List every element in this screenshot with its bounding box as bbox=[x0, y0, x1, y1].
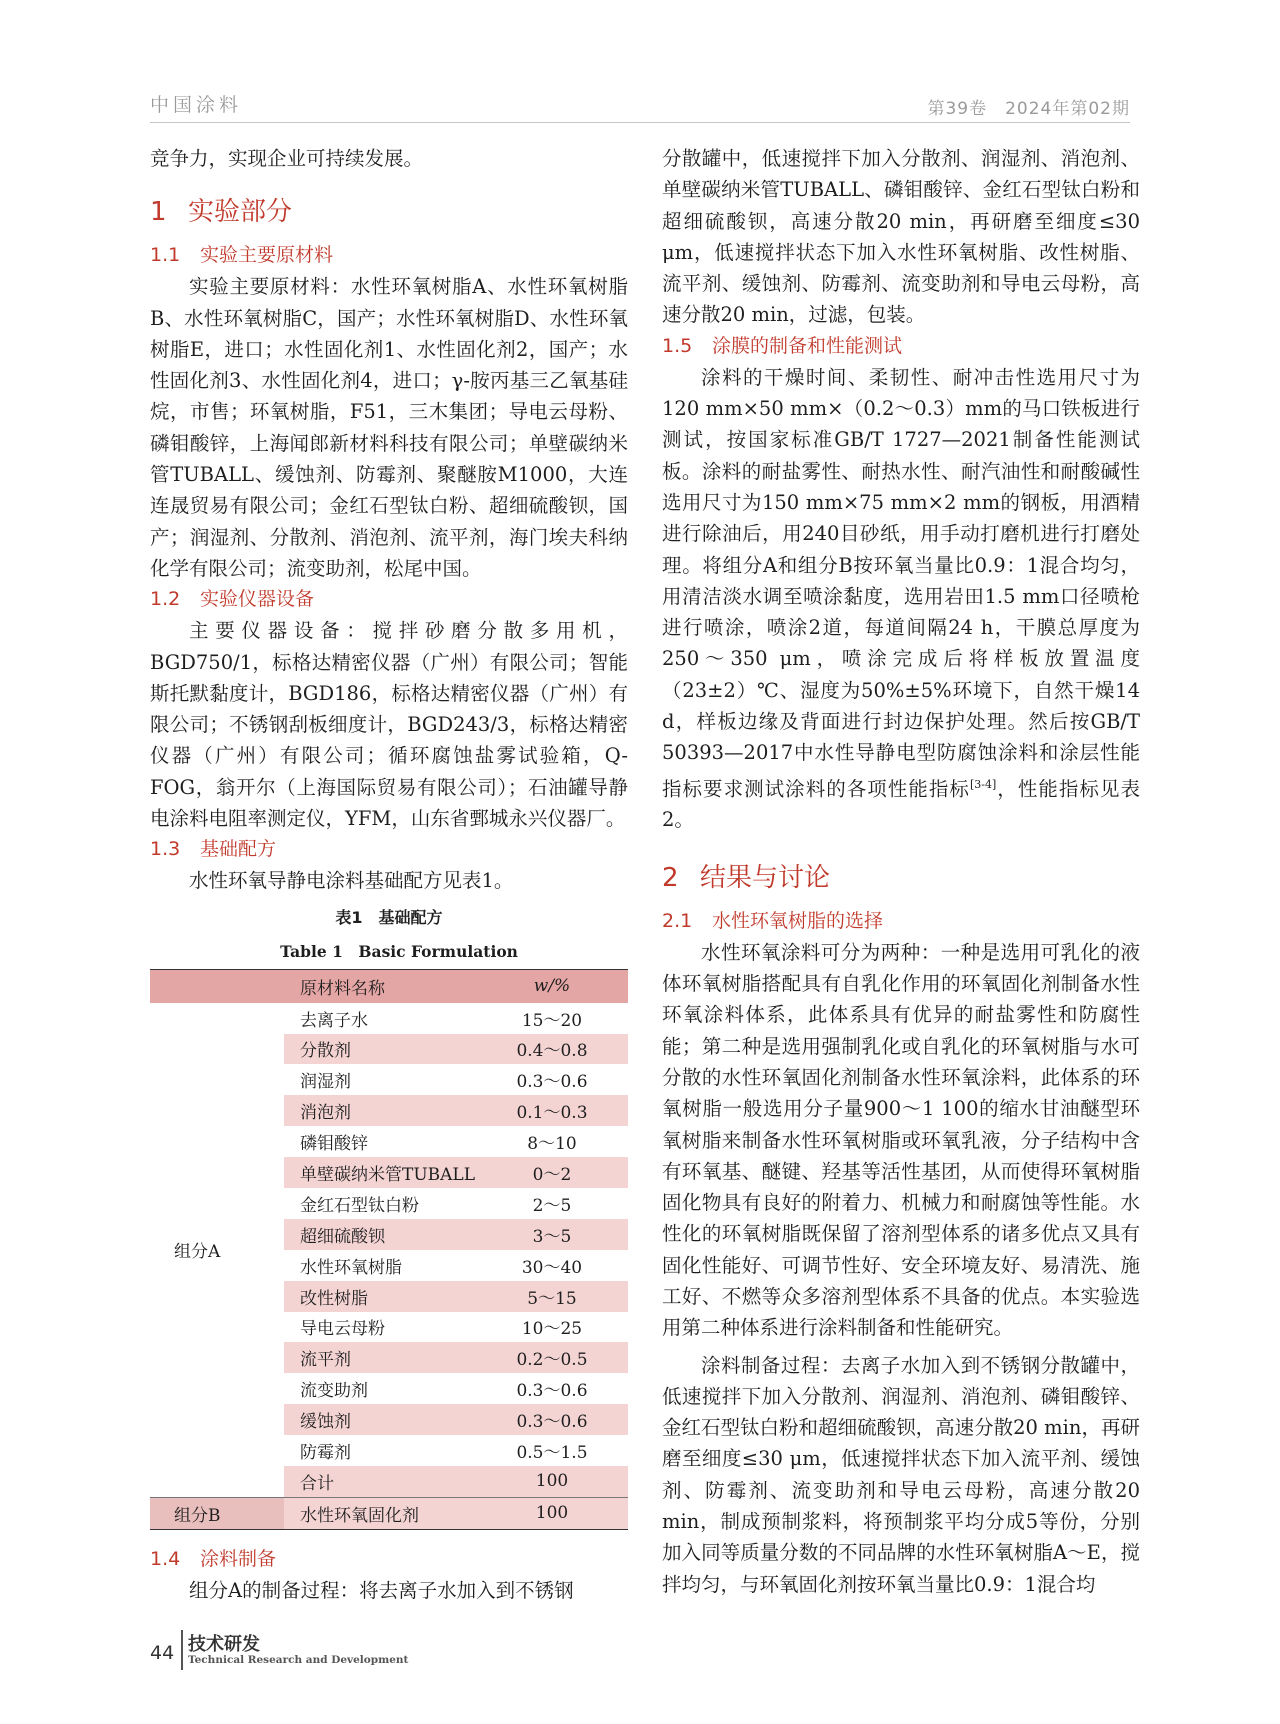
table-row-group-b bbox=[150, 1497, 628, 1529]
material-name: 合计 bbox=[284, 1466, 476, 1497]
material-value: 30～40 bbox=[521, 1257, 583, 1278]
subsection-number: 1.3 bbox=[150, 838, 181, 861]
subsection-title: 实验主要原材料 bbox=[200, 244, 334, 267]
subsection-1-1-heading bbox=[150, 240, 628, 271]
subsection-title: 基础配方 bbox=[200, 838, 277, 861]
group-b-label: 组分B bbox=[150, 1497, 284, 1529]
section-1-heading bbox=[150, 192, 628, 232]
material-value: 0.3～0.6 bbox=[516, 1072, 588, 1093]
table-row bbox=[150, 1003, 628, 1034]
formulation-table bbox=[150, 969, 628, 1530]
testing-text: 涂料的干燥时间、柔韧性、耐冲击性选用尺寸为120 mm×50 mm×（0.2～0.3）mm的马口铁板进行测试，按国家标准GB/T 1727—2021制备性能测试板。涂料的耐盐雾性、耐热水性、耐汽油性和耐酸碱性选用尺寸为150 mm×75 mm×2 mm的钢板，用酒精进行除油后，用240目砂纸，用手动打磨机进行打磨处理。将组分A和组分B按环氧当量比0.9：1混合均匀，用清洁淡水调至喷涂黏度，选用岩田1.5 mm口径喷枪进行喷涂，喷涂2道，每道间隔24 h，干膜总厚度为250～350 μm，喷涂完成后将样板放置温度（23±2）℃、湿度为50%±5%环境下，自然干燥14 d，样板边缘及背面进行封边保护处理。然后按GB/T 50393—2017中水性导静电型防腐蚀涂料和涂层性能指标要求测试涂料的各项性能指标 bbox=[662, 365, 1140, 801]
material-value: 10～25 bbox=[521, 1319, 583, 1340]
testing-text-end: ，性能指标见表2。 bbox=[662, 777, 1140, 832]
footer-divider bbox=[181, 1630, 183, 1670]
header-rule bbox=[150, 122, 1130, 123]
subsection-number: 1.4 bbox=[150, 1547, 181, 1570]
subsection-number: 1.5 bbox=[662, 334, 693, 357]
subsection-number: 1.2 bbox=[150, 588, 181, 611]
column-header-value: w/% bbox=[476, 969, 628, 1003]
subsection-1-2-heading bbox=[150, 584, 628, 615]
subsection-number: 1.1 bbox=[150, 244, 181, 267]
material-name: 水性环氧固化剂 bbox=[284, 1497, 476, 1529]
paragraph-intro-end: 竞争力，实现企业可持续发展。 bbox=[150, 147, 424, 170]
footer-section-cn: 技术研发 bbox=[188, 1634, 260, 1655]
material-name: 分散剂 bbox=[284, 1034, 476, 1065]
material-value: 0.2～0.5 bbox=[476, 1342, 628, 1373]
material-value: 8～10 bbox=[527, 1134, 577, 1155]
paragraph-materials: 实验主要原材料：水性环氧树脂A、水性环氧树脂B、水性环氧树脂C，国产；水性环氧树脂D、水性环氧树脂E，进口；水性固化剂1、水性固化剂2，国产；水性固化剂3、水性固化剂4，进口；γ-胺丙基三乙氧基硅烷，市售；环氧树脂，F51，三木集团；导电云母粉、磷钼酸锌，上海闻郎新材料科技有限公司；单壁碳纳米管TUBALL、缓蚀剂、防霉剂、聚醚胺M1000，大连连晟贸易有限公司；金红石型钛白粉、超细硫酸钡，国产；润湿剂、分散剂、消泡剂、流平剂，海门埃夫科纳化学有限公司；流变助剂，松尾中国。 bbox=[150, 275, 628, 580]
material-name: 防霉剂 bbox=[300, 1443, 351, 1464]
material-value: 3～5 bbox=[476, 1219, 628, 1250]
material-value: 5～15 bbox=[476, 1281, 628, 1312]
material-name: 磷钼酸锌 bbox=[300, 1134, 368, 1155]
page-number: 44 bbox=[150, 1642, 175, 1664]
paragraph-process: 涂料制备过程：去离子水加入到不锈钢分散罐中，低速搅拌下加入分散剂、润湿剂、消泡剂、磷钼酸锌、金红石型钛白粉和超细硫酸钡，高速分散20 min，再研磨至细度≤30 μm，低速搅拌状态下加入流平剂、缓蚀剂、防霉剂、流变助剂和导电云母粉，高速分散20 min，制成预制浆料，将预制浆平均分成5等份，分别加入同等质量分数的不同品牌的水性环氧树脂A～E，搅拌均匀，与环氧固化剂按环氧当量比0.9：1混合均 bbox=[662, 1353, 1140, 1596]
citation-ref: [3-4] bbox=[969, 777, 997, 791]
material-value: 100 bbox=[476, 1466, 628, 1497]
subsection-title: 涂膜的制备和性能测试 bbox=[712, 334, 903, 357]
group-header-cell bbox=[150, 969, 284, 1003]
material-value: 0.5～1.5 bbox=[516, 1443, 588, 1464]
subsection-1-4-heading bbox=[150, 1544, 628, 1575]
left-column bbox=[150, 143, 628, 1606]
material-name: 流变助剂 bbox=[300, 1381, 368, 1402]
material-name: 流平剂 bbox=[284, 1342, 476, 1373]
subsection-title: 实验仪器设备 bbox=[200, 588, 315, 611]
subsection-title: 水性环氧树脂的选择 bbox=[712, 909, 884, 932]
column-header-name: 原材料名称 bbox=[284, 969, 476, 1003]
subsection-2-1-heading bbox=[662, 906, 1140, 937]
paragraph-equipment: 主要仪器设备：搅拌砂磨分散多用机，BGD750/1，标格达精密仪器（广州）有限公司；智能斯托默黏度计，BGD186，标格达精密仪器（广州）有限公司；不锈钢刮板细度计，BGD243/3，标格达精密仪器（广州）有限公司；循环腐蚀盐雾试验箱，Q-FOG，翁开尔（上海国际贸易有限公司）；石油罐导静电涂料电阻率测定仪，YFM，山东省鄄城永兴仪器厂。 bbox=[150, 619, 628, 831]
material-name: 单壁碳纳米管TUBALL bbox=[284, 1157, 476, 1188]
material-value: 0.1～0.3 bbox=[476, 1095, 628, 1126]
section-title: 实验部分 bbox=[188, 197, 293, 228]
material-name: 改性树脂 bbox=[284, 1281, 476, 1312]
right-column bbox=[662, 143, 1140, 1600]
material-value: 0.3～0.6 bbox=[516, 1381, 588, 1402]
material-name: 超细硫酸钡 bbox=[284, 1219, 476, 1250]
material-value: 2～5 bbox=[532, 1195, 572, 1216]
table-caption-cn: 表1 基础配方 bbox=[335, 907, 443, 927]
subsection-number: 2.1 bbox=[662, 909, 693, 932]
issue-info: 第39卷 2024年第02期 bbox=[927, 99, 1130, 119]
subsection-1-3-heading bbox=[150, 834, 628, 865]
material-name: 消泡剂 bbox=[284, 1095, 476, 1126]
paragraph-resin-selection: 水性环氧涂料可分为两种：一种是选用可乳化的液体环氧树脂搭配具有自乳化作用的环氧固化剂制备水性环氧涂料体系，此体系具有优异的耐盐雾性和防腐性能；第二种是选用强制乳化或自乳化的环氧树脂与水可分散的水性环氧固化剂制备水性环氧涂料，此体系的环氧树脂一般选用分子量900～1 100的缩水甘油醚型环氧树脂来制备水性环氧树脂或环氧乳液，分子结构中含有环氧基、醚键、羟基等活性基团，从而使得环氧树脂固化物具有良好的附着力、机械力和耐腐蚀等性能。水性化的环氧树脂既保留了溶剂型体系的诸多优点又具有固化性能好、可调节性好、安全环境友好、易清洗、施工好、不燃等众多溶剂型体系不具备的优点。本实验选用第二种体系进行涂料制备和性能研究。 bbox=[662, 940, 1140, 1340]
material-value: 15～20 bbox=[521, 1010, 583, 1031]
material-value: 0～2 bbox=[476, 1157, 628, 1188]
material-name: 去离子水 bbox=[300, 1010, 368, 1031]
table-body bbox=[150, 1003, 628, 1498]
section-number: 1 bbox=[150, 197, 167, 228]
material-value: 100 bbox=[476, 1497, 628, 1529]
footer-section-en: Technical Research and Development bbox=[188, 1654, 409, 1666]
material-name: 水性环氧树脂 bbox=[300, 1257, 402, 1278]
subsection-1-5-heading bbox=[662, 331, 1140, 362]
material-name: 缓蚀剂 bbox=[284, 1404, 476, 1435]
material-name: 润湿剂 bbox=[300, 1072, 351, 1093]
section-number: 2 bbox=[662, 862, 679, 893]
paragraph-formula-ref: 水性环氧导静电涂料基础配方见表1。 bbox=[189, 869, 514, 893]
group-a-label: 组分A bbox=[150, 1003, 284, 1498]
section-title: 结果与讨论 bbox=[700, 862, 831, 893]
subsection-title: 涂料制备 bbox=[200, 1547, 277, 1570]
paragraph-preparation: 组分A的制备过程：将去离子水加入到不锈钢 bbox=[189, 1578, 574, 1602]
journal-name: 中国涂料 bbox=[150, 94, 243, 116]
table-header-row bbox=[150, 969, 628, 1003]
material-name: 金红石型钛白粉 bbox=[300, 1195, 419, 1216]
material-value: 0.4～0.8 bbox=[476, 1034, 628, 1065]
table-caption-en: Table 1 Basic Formulation bbox=[280, 941, 518, 961]
section-2-heading bbox=[662, 858, 1140, 898]
material-name: 导电云母粉 bbox=[300, 1319, 385, 1340]
paragraph-preparation-continued: 分散罐中，低速搅拌下加入分散剂、润湿剂、消泡剂、单壁碳纳米管TUBALL、磷钼酸锌、金红石型钛白粉和超细硫酸钡，高速分散20 min，再研磨至细度≤30 μm，低速搅拌状态下加入水性环氧树脂、改性树脂、流平剂、缓蚀剂、防霉剂、流变助剂和导电云母粉，高速分散20 min，过滤，包装。 bbox=[662, 147, 1140, 327]
paragraph-testing bbox=[662, 362, 1140, 836]
material-value: 0.3～0.6 bbox=[476, 1404, 628, 1435]
